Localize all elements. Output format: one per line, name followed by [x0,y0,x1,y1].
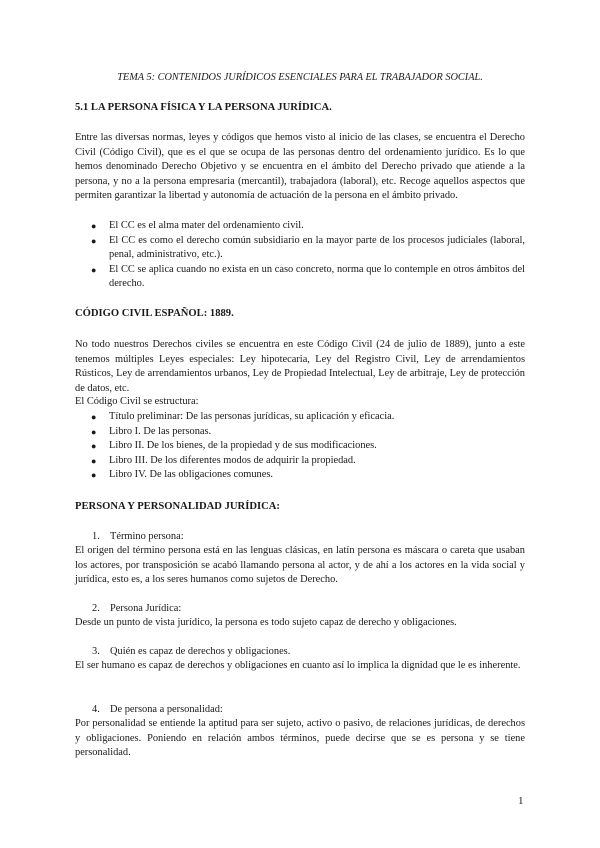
numbered-heading-2: 2. Persona Jurídica: [92,603,182,614]
list-item: ● El CC es como el derecho común subsidiario en la mayor parte de los procesos judiciales (laboral, penal, administrativo, etc.). [91,234,525,261]
numbered-heading-1: 1. Término persona: [92,531,184,542]
termino-persona-paragraph: El origen del término persona está en las lenguas clásicas, en latín persona es máscara o careta que usaban los actores, por transposición se acabó llamando persona al actor, y de ahí a los actores en la vida social y jurídica, esto es, a los seres humanos como sujetos de Derecho. [75,545,525,586]
list-item: ● Libro IV. De las obligaciones comunes. [75,468,525,483]
bullet-icon: ● [91,441,97,452]
structure-bullet-list [75,410,525,483]
structure-intro: El Código Civil se estructura: [75,396,199,407]
bullet-icon: ● [91,235,97,246]
codigo-civil-paragraph: No todo nuestros Derechos civiles se encuentra en este Código Civil (24 de julio de 1889), junto a este tenemos múltiples Leyes especiales: Ley hipotecaria, Ley del Registro Civil, Ley de arrendamientos Rústicos, Ley de arrendamientos urbanos, Ley de Propiedad Intelectual, Ley de arbitraje, Ley de protección de datos, etc. [75,339,525,394]
section-title-personalidad: PERSONA Y PERSONALIDAD JURÍDICA: [75,501,280,512]
bullet-icon: ● [91,412,97,422]
intro-paragraph: Entre las diversas normas, leyes y códigos que hemos visto al inicio de las clases, se encuentra el Derecho Civil (Código Civil), que es el que se ocupa de las personas dentro del ordenamiento jurídico. Es lo que hemos denominado Derecho Objetivo y se encuentra en el ámbito del Derecho privado que atiende a la persona, y no a la persona empresaria (mercantil), trabajadora (laboral), etc. Recoge aquellos aspectos que permiten garantizar la libertad y autonomía de actuación de la persona en el ámbito privado. [75,132,525,202]
cc-bullet-list [75,219,525,292]
bullet-icon: ● [91,426,97,437]
capacidad-paragraph: El ser humano es capaz de derechos y obligaciones en cuanto así lo implica la dignidad que le es inherente. [75,660,521,671]
personalidad-paragraph: Por personalidad se entiende la aptitud para ser sujeto, activo o pasivo, de relaciones jurídicas, de derechos y obligaciones. Poniendo en relación ambos términos, puede decirse que se es persona y se tiene personalidad. [75,718,525,759]
list-item: ● Libro II. De los bienes, de la propiedad y de sus modificaciones. [75,439,525,454]
bullet-icon: ● [91,470,97,481]
list-item: ● El CC se aplica cuando no exista en un caso concreto, norma que lo contemple en otros ámbitos del derecho. [91,263,525,290]
numbered-heading-4: 4. De persona a personalidad: [92,704,223,715]
list-item: ● Título preliminar: De las personas jurídicas, su aplicación y eficacia. [75,410,525,425]
persona-juridica-paragraph: Desde un punto de vista jurídico, la persona es todo sujeto capaz de derecho y obligaciones. [75,617,457,628]
bullet-icon: ● [91,221,97,231]
document-header: TEMA 5: CONTENIDOS JURÍDICOS ESENCIALES PARA EL TRABAJADOR SOCIAL. [117,72,483,83]
list-item: ● El CC es el alma mater del ordenamiento civil. [75,219,525,234]
list-item: ● Libro III. De los diferentes modos de adquirir la propiedad. [75,454,525,469]
section-title-codigo-civil: CÓDIGO CIVIL ESPAÑOL: 1889. [75,308,234,319]
page-number: 1 [518,795,524,807]
bullet-icon: ● [91,264,97,275]
numbered-heading-3: 3. Quién es capaz de derechos y obligaciones. [92,646,291,657]
list-item: ● Libro I. De las personas. [75,425,525,440]
bullet-icon: ● [91,455,97,466]
section-title-persona-fisica: 5.1 LA PERSONA FÍSICA Y LA PERSONA JURÍDICA. [75,102,332,113]
